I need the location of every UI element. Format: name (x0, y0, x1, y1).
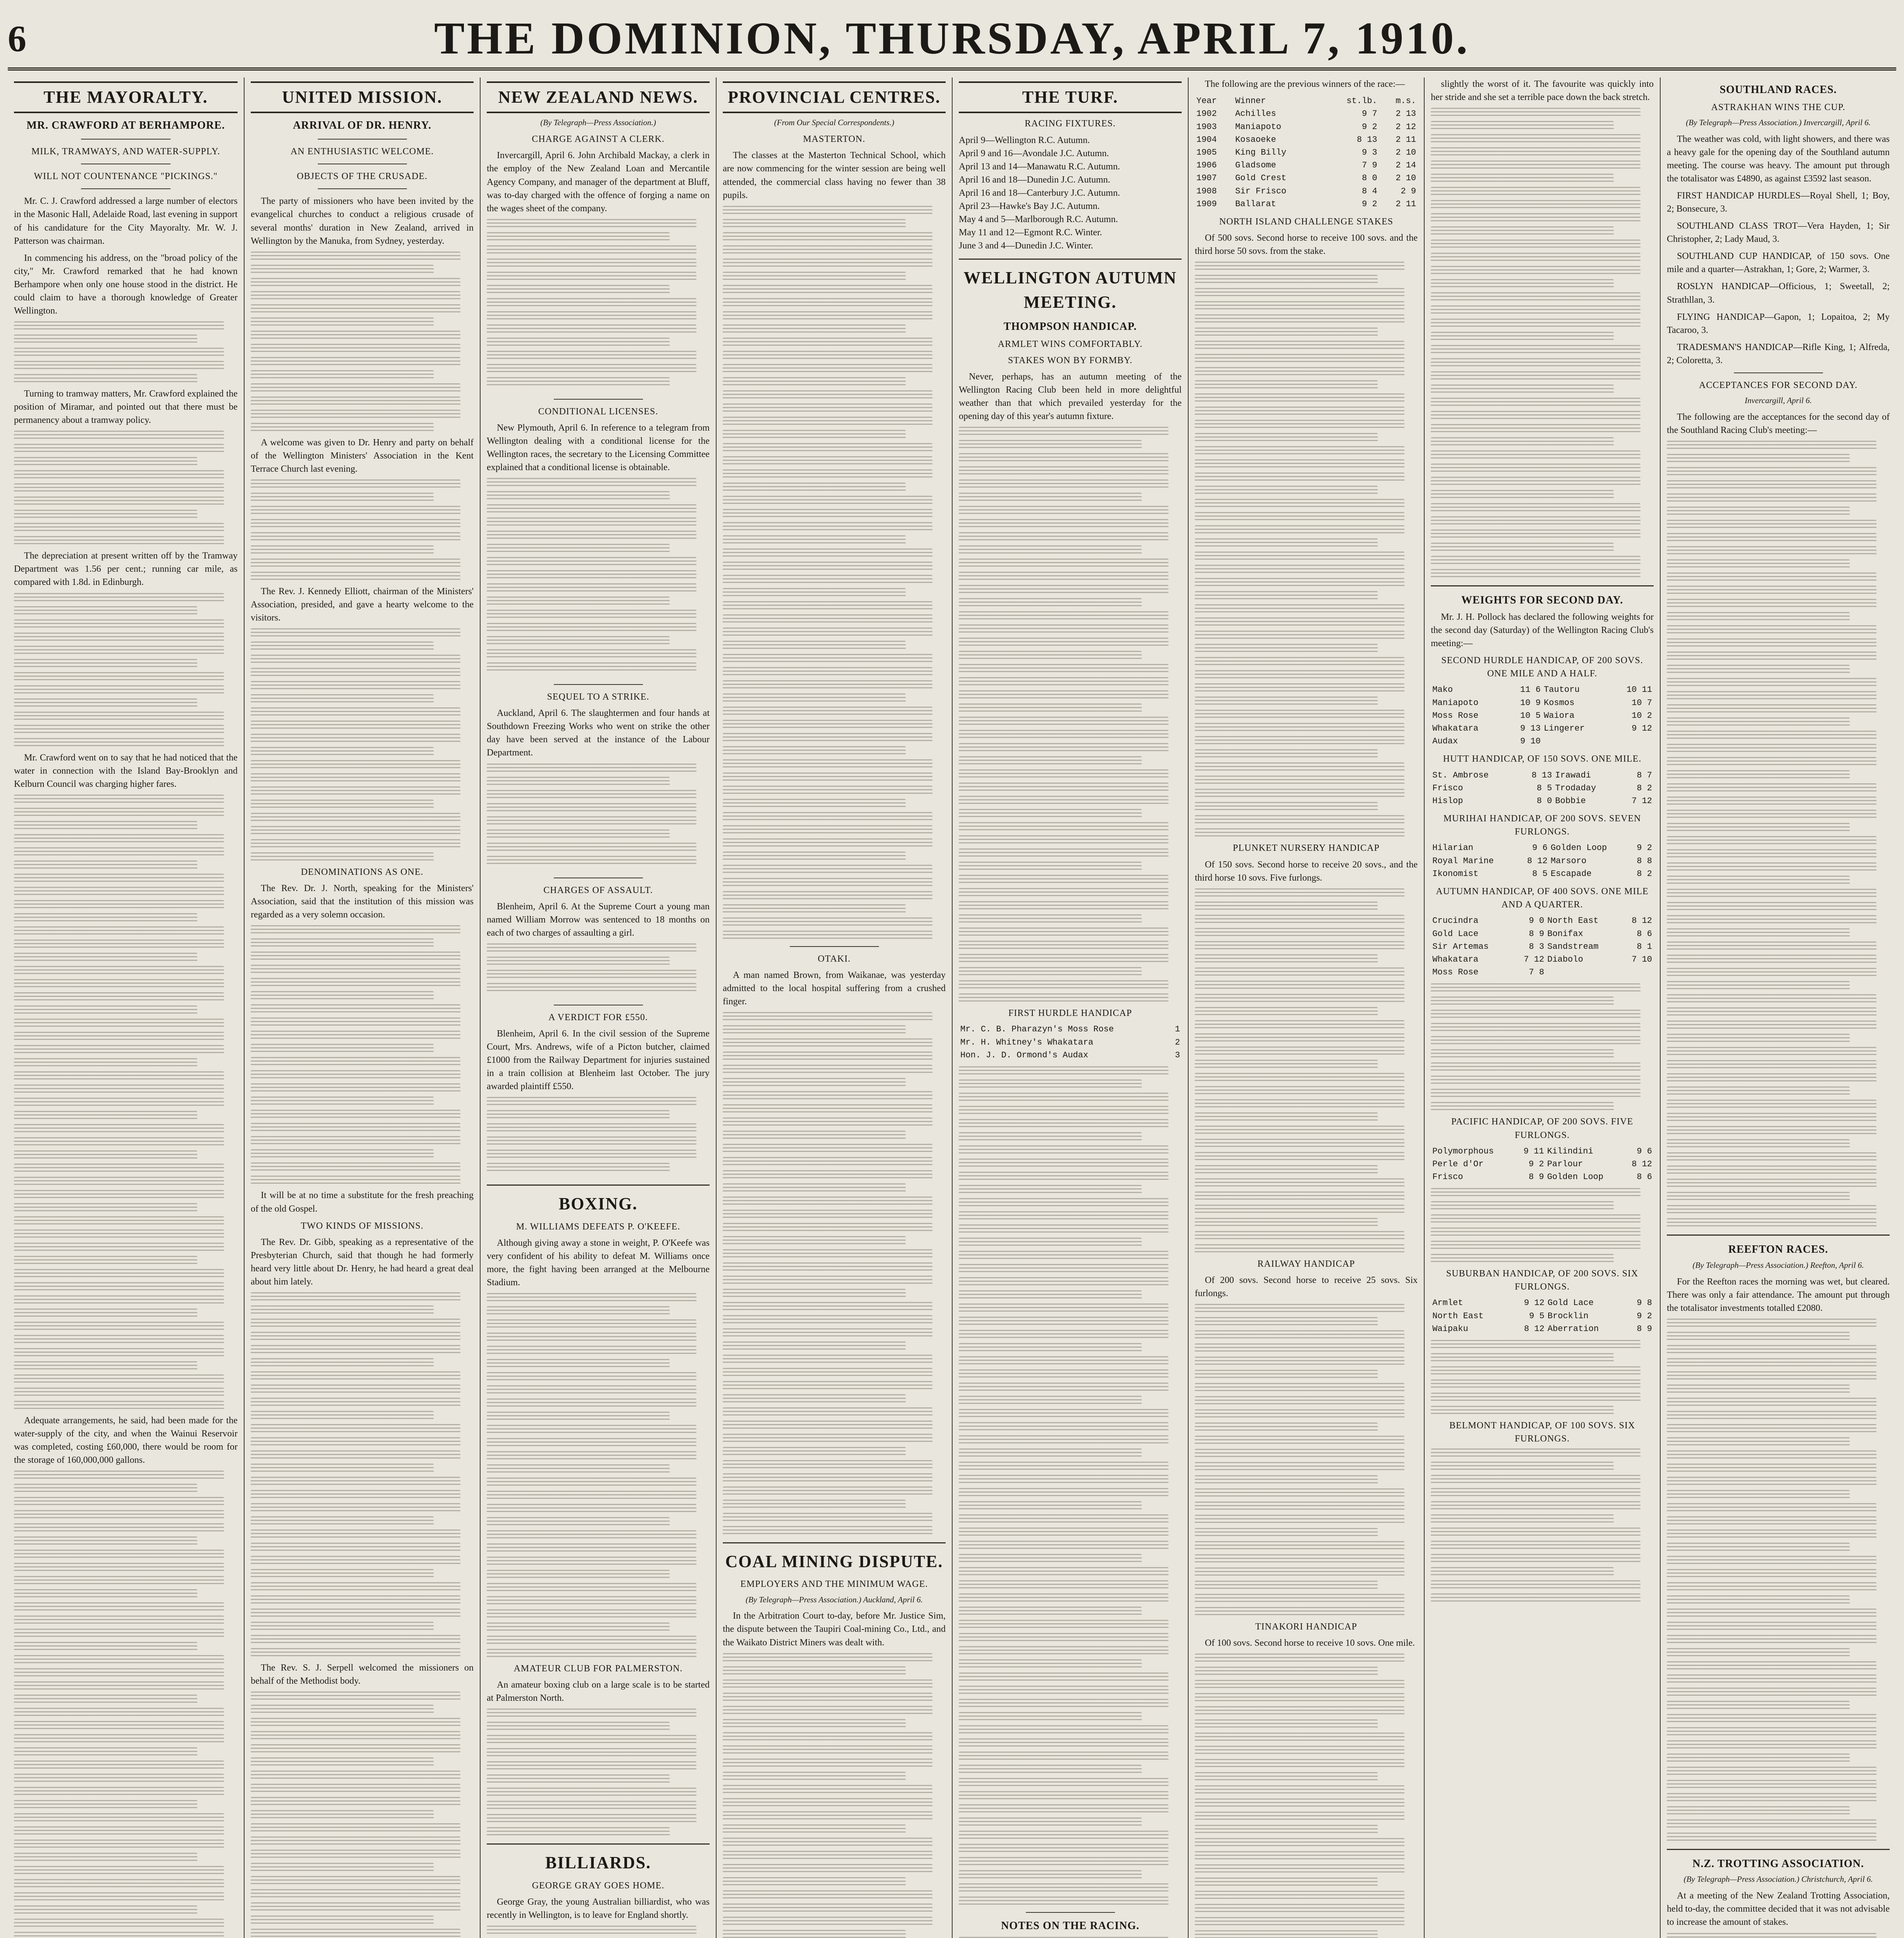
horse-name: Ikonomist (1432, 869, 1478, 879)
table-row (1431, 722, 1654, 735)
news-item (487, 884, 710, 993)
winner-horse: Sir Frisco (1235, 186, 1287, 196)
winner-weight: 9 3 (1362, 148, 1377, 158)
horse-name: Brocklin (1547, 1311, 1589, 1321)
table-header: Winner (1235, 96, 1266, 106)
table-row (1431, 914, 1654, 927)
horse-name: Gold Lace (1432, 929, 1478, 939)
horse-name: Golden Loop (1551, 843, 1607, 853)
fixture-line: April 9—Wellington R.C. Autumn. (959, 135, 1090, 145)
horse-name: Hislop (1432, 796, 1463, 806)
table-row (959, 1036, 1182, 1049)
table-row (1195, 107, 1418, 120)
hutt-weights-table (1431, 769, 1654, 808)
horse-weight: 9 8 (1637, 1298, 1652, 1308)
table-row (1431, 940, 1654, 953)
news-item-text: Auckland, April 6. The slaughtermen and four hands at Southdown Freezing Works who went on strike the other day have been served at the instance of the Labour Department. (487, 708, 710, 758)
winner-time: 2 14 (1396, 160, 1416, 171)
masthead (8, 9, 1896, 71)
horse-name: Moss Rose (1432, 710, 1478, 721)
result-place: 3 (1175, 1050, 1180, 1060)
horse-name: Diabolo (1547, 954, 1584, 964)
winner-time: 2 10 (1396, 173, 1416, 183)
horse-weight: 8 12 (1632, 916, 1652, 926)
racing-notes-text: slightly the worst of it. The favourite was quickly into her stride and she set a terrible pace down the back stretch. (1431, 79, 1654, 103)
amateur-club-text: An amateur boxing club on a large scale is to be started at Palmerston North. (487, 1680, 710, 1704)
horse-weight: 9 0 (1529, 916, 1544, 926)
winner-horse: Gladsome (1235, 160, 1276, 171)
table-row (1431, 697, 1654, 709)
horse-name: Waiora (1544, 710, 1575, 721)
provincial-item-title: MASTERTON. (803, 134, 865, 145)
race-text: Of 500 sovs. Second horse to receive 100 sovs. and the third horse 50 sovs. from the stake. (1195, 233, 1418, 257)
notes-heading: NOTES ON THE RACING. (1001, 1920, 1140, 1932)
news-item-title: CHARGES OF ASSAULT. (543, 885, 653, 895)
table-row (1431, 1145, 1654, 1158)
horse-name: Kilindini (1547, 1146, 1593, 1156)
table-header: Year (1196, 96, 1217, 106)
horse-name: Maniapoto (1432, 698, 1478, 708)
table-row (1195, 121, 1418, 133)
press-byline: (By Telegraph—Press Association.) (540, 118, 656, 128)
handicap-heading: MURIHAI HANDICAP, OF 200 SOVS. SEVEN FURLONGS. (1443, 814, 1641, 837)
mayoralty-heading: THE MAYORALTY. (14, 81, 238, 113)
trotting-byline: (By Telegraph—Press Association.) Christchurch, April 6. (1683, 1874, 1873, 1884)
horse-weight: 8 8 (1637, 856, 1652, 866)
horse-weight: 8 12 (1524, 1324, 1545, 1334)
table-row (1431, 795, 1654, 807)
winners-intro: The following are the previous winners of the race:— (1205, 79, 1405, 89)
reefton-text: For the Reefton races the morning was wet, but cleared. There was only a fair attendance. The amount put through the totalisator investments totalled £2080. (1667, 1276, 1890, 1313)
horse-name: Lingerer (1544, 724, 1585, 733)
column-united-mission (244, 78, 480, 1938)
horse-weight: 9 13 (1520, 724, 1541, 733)
horse-weight: 8 2 (1637, 783, 1652, 793)
table-row (1431, 1310, 1654, 1322)
race-title: TINAKORI HANDICAP (1255, 1621, 1357, 1632)
fixture-line: April 9 and 16—Avondale J.C. Autumn. (959, 148, 1109, 159)
boxing-heading: BOXING. (558, 1194, 638, 1214)
fixture-line: April 16 and 18—Canterbury J.C. Autumn. (959, 188, 1120, 198)
provincial-item-title: OTAKI. (818, 953, 851, 964)
table-row (1431, 855, 1654, 867)
article-paragraph: Mr. C. J. Crawford addressed a large number of electors in the Masonic Hall, Adelaide Road, last evening in support of his candidature for the City Mayoralty. Mr. W. J. Patterson was chairman. (14, 196, 238, 246)
horse-weight: 7 12 (1523, 954, 1544, 964)
article-paragraph: Turning to tramway matters, Mr. Crawford explained the position of Miramar, and pointed out that there must be permanency about a tramway policy. (14, 389, 238, 426)
article-paragraph: The Rev. Dr. Gibb, speaking as a representative of the Presbyterian Church, said that though he had formerly heard very little about Dr. Henry, he had heard a great deal about him lately. (251, 1237, 474, 1287)
winner-weight: 9 2 (1362, 199, 1377, 209)
turf-heading: THE TURF. (959, 81, 1182, 113)
horse-weight: 7 10 (1632, 954, 1652, 964)
mayoralty-subheading-2: MILK, TRAMWAYS, AND WATER-SUPPLY. (31, 147, 221, 157)
horse-name: Waipaku (1432, 1324, 1468, 1334)
column-turf (952, 78, 1188, 1938)
table-row (1431, 953, 1654, 966)
handicap-heading: SUBURBAN HANDICAP, OF 200 SOVS. SIX FURLONGS. (1446, 1269, 1639, 1292)
winner-time: 2 10 (1396, 148, 1416, 158)
handicap-heading: SECOND HURDLE HANDICAP, OF 200 SOVS. ONE MILE AND A HALF. (1441, 655, 1643, 679)
handicap-heading: AUTUMN HANDICAP, OF 400 SOVS. ONE MILE AND A QUARTER. (1436, 886, 1649, 910)
horse-weight: 8 9 (1637, 1324, 1652, 1334)
mining-text: In the Arbitration Court to-day, before Mr. Justice Sim, the dispute between the Taupiri Coal-mining Co., Ltd., and the Waikato District Miners was dealt with. (723, 1611, 946, 1648)
column-weights (1424, 78, 1660, 1938)
horse-name: Moss Rose (1432, 967, 1478, 978)
fixture-line: April 23—Hawke's Bay J.C. Autumn. (959, 201, 1100, 211)
horse-name: Hilarian (1432, 843, 1473, 853)
horse-weight: 9 2 (1637, 1311, 1652, 1321)
horse-name: Tautoru (1544, 685, 1580, 695)
news-item-text: New Plymouth, April 6. In reference to a telegram from Wellington dealing with a conditional license for the Wellington races, the secretary to the Licensing Committee explained that a conditional license is obtainable. (487, 422, 710, 473)
news-item-title: A VERDICT FOR £550. (548, 1012, 648, 1022)
winner-time: 2 9 (1401, 186, 1416, 196)
result-horse: Hon. J. D. Ormond's Audax (960, 1050, 1089, 1060)
winner-year: 1906 (1196, 160, 1217, 171)
horse-weight: 9 12 (1524, 1298, 1545, 1308)
winner-horse: King Billy (1235, 148, 1287, 158)
column-mayoralty (8, 78, 244, 1938)
southland-subheading: ASTRAKHAN WINS THE CUP. (1711, 102, 1845, 112)
southland-result: FIRST HANDICAP HURDLES—Royal Shell, 1; Boy, 2; Bonsecure, 3. (1667, 190, 1890, 214)
horse-weight: 8 9 (1528, 1172, 1544, 1182)
winner-horse: Ballarat (1235, 199, 1276, 209)
winner-weight: 8 13 (1356, 134, 1377, 145)
boxing-subheading: M. WILLIAMS DEFEATS P. O'KEEFE. (516, 1221, 681, 1232)
table-row (1431, 1322, 1654, 1335)
race-text: Of 100 sovs. Second horse to receive 10 sovs. One mile. (1205, 1638, 1415, 1648)
horse-weight: 10 7 (1632, 698, 1652, 708)
news-item-title: CHARGE AGAINST A CLERK. (532, 134, 665, 145)
horse-weight: 8 2 (1637, 869, 1652, 879)
fixture-line: May 4 and 5—Marlborough R.C. Autumn. (959, 214, 1118, 225)
autumn-weights-table (1431, 914, 1654, 979)
news-item (487, 405, 710, 672)
winner-year: 1907 (1196, 173, 1217, 183)
horse-name: Trodaday (1555, 783, 1596, 793)
article-paragraph: The depreciation at present written off by the Tramway Department was 1.56 per cent.; running car mile, as compared with 1.8d. in Edinburgh. (14, 551, 238, 588)
horse-name: Mako (1432, 685, 1453, 695)
table-row (1195, 159, 1418, 172)
winner-year: 1902 (1196, 109, 1217, 119)
winner-horse: Gold Crest (1235, 173, 1287, 183)
news-item (487, 1011, 710, 1173)
horse-weight: 10 9 (1520, 698, 1541, 708)
winner-time: 2 11 (1396, 199, 1416, 209)
amateur-club-heading: AMATEUR CLUB FOR PALMERSTON. (513, 1664, 683, 1674)
article-paragraph: The Rev. Dr. J. North, speaking for the Ministers' Association, said that the institution of this mission was regarded as a very solemn occasion. (251, 883, 474, 920)
horse-name: Polymorphous (1432, 1146, 1494, 1156)
article-paragraph: In commencing his address, on the "broad policy of the city," Mr. Crawford remarked that he had known Berhampore when only one house stood in the district. He could claim to have a thorough knowledge of Greater Wellington. (14, 253, 238, 316)
table-header-row (1195, 95, 1418, 107)
article-paragraph: The party of missioners who have been invited by the evangelical churches to conduct a religious crusade of several months' duration in New Zealand, arrived in Wellington by the Manuka, from Sydney, yesterday. (251, 196, 474, 246)
table-row (1431, 769, 1654, 782)
southland-result: TRADESMAN'S HANDICAP—Rifle King, 1; Alfreda, 2; Coloretta, 3. (1667, 342, 1890, 366)
result-horse: Mr. C. B. Pharazyn's Moss Rose (960, 1024, 1114, 1035)
article-paragraph: It will be at no time a substitute for the fresh preaching of the old Gospel. (251, 1190, 474, 1214)
horse-weight: 9 6 (1637, 1146, 1652, 1156)
acceptances-heading: ACCEPTANCES FOR SECOND DAY. (1699, 380, 1858, 390)
trotting-text: At a meeting of the New Zealand Trotting Association, held to-day, the committee decided that it was not advisable to increase the amount of stakes. (1667, 1891, 1890, 1928)
horse-weight: 9 12 (1632, 724, 1652, 733)
meeting-heading: WELLINGTON AUTUMN MEETING. (963, 268, 1177, 312)
horse-weight: 10 2 (1632, 710, 1652, 721)
horse-weight: 8 0 (1537, 796, 1552, 806)
horse-weight: 9 5 (1529, 1311, 1545, 1321)
billiards-text: George Gray, the young Australian billiardist, who was recently in Wellington, is to leave for England shortly. (487, 1897, 710, 1921)
news-item-title: SEQUEL TO A STRIKE. (547, 692, 650, 702)
table-row (959, 1023, 1182, 1036)
mayoralty-subheading-3: WILL NOT COUNTENANCE "PICKINGS." (34, 171, 218, 182)
winner-weight: 9 2 (1362, 122, 1377, 132)
table-header: st.lb. (1346, 96, 1377, 106)
column-southland (1660, 78, 1896, 1938)
meeting-text: Never, perhaps, has an autumn meeting of the Wellington Racing Club been held in more delightful weather than that which prevailed yesterday for the opening day of this year's autumn fixture. (959, 372, 1182, 422)
result-place: 2 (1175, 1037, 1180, 1047)
horse-name: Kosmos (1544, 698, 1575, 708)
article-paragraph: The Rev. J. Kennedy Elliott, chairman of the Ministers' Association, presided, and gave a hearty welcome to the visitors. (251, 586, 474, 623)
provincial-item-text: A man named Brown, from Waikanae, was yesterday admitted to the local hospital suffering from a crushed finger. (723, 970, 946, 1007)
mining-subheading: EMPLOYERS AND THE MINIMUM WAGE. (740, 1579, 928, 1590)
page-number: 6 (8, 17, 26, 59)
fixture-line: April 13 and 14—Manawatu R.C. Autumn. (959, 161, 1120, 172)
horse-weight: 8 5 (1537, 783, 1552, 793)
horse-name: Crucindra (1432, 916, 1478, 926)
table-row (1195, 133, 1418, 146)
handicap-heading: HUTT HANDICAP, OF 150 SOVS. ONE MILE. (1443, 754, 1642, 764)
table-row (1195, 172, 1418, 184)
fixture-line: April 16 and 18—Dunedin J.C. Autumn. (959, 174, 1110, 185)
fixture-line: June 3 and 4—Dunedin J.C. Winter. (959, 241, 1093, 251)
race-title: PLUNKET NURSERY HANDICAP (1233, 843, 1380, 853)
horse-weight: 8 9 (1529, 929, 1544, 939)
winner-year: 1908 (1196, 186, 1217, 196)
fixtures-heading: RACING FIXTURES. (1025, 119, 1116, 129)
suburban-weights-table (1431, 1297, 1654, 1335)
meeting-subheading-3: STAKES WON BY FORMBY. (1008, 355, 1133, 366)
horse-name: Whakatara (1432, 954, 1478, 964)
result-horse: Mr. H. Whitney's Whakatara (960, 1037, 1094, 1047)
horse-weight: 8 3 (1529, 941, 1544, 952)
horse-weight: 9 2 (1528, 1159, 1544, 1169)
horse-weight: 10 5 (1520, 710, 1541, 721)
meeting-subheading: THOMPSON HANDICAP. (1003, 321, 1137, 333)
trotting-heading: N.Z. TROTTING ASSOCIATION. (1692, 1857, 1864, 1870)
table-row (1431, 735, 1654, 748)
horse-name: Irawadi (1555, 770, 1591, 780)
horse-name: Aberration (1547, 1324, 1599, 1334)
boxing-text: Although giving away a stone in weight, P. O'Keefe was very confident of his ability to defeat M. Williams once more, the fight having been arranged at the Melbourne Stadium. (487, 1238, 710, 1288)
news-item (487, 690, 710, 866)
horse-name: Bonifax (1547, 929, 1584, 939)
horse-name: Golden Loop (1547, 1172, 1604, 1182)
horse-name: Sandstream (1547, 941, 1599, 952)
acceptances-text: The following are the acceptances for the second day of the Southland Racing Club's meeting:— (1667, 412, 1890, 435)
winner-time: 2 12 (1396, 122, 1416, 132)
mission-section-heading: DENOMINATIONS AS ONE. (301, 867, 424, 878)
table-row (1431, 1171, 1654, 1183)
article-paragraph: Adequate arrangements, he said, had been made for the water-supply of the city, and when the Wainui Reservoir was completed, costing £60,000, there would be room for the storage of 160,000,000 gallons. (14, 1415, 238, 1466)
table-row (1195, 185, 1418, 198)
southland-result: SOUTHLAND CLASS TROT—Vera Hayden, 1; Sir Christopher, 2; Lady Maud, 3. (1667, 221, 1890, 245)
winner-weight: 8 4 (1362, 186, 1377, 196)
pacific-weights-table (1431, 1145, 1654, 1184)
results-heading: FIRST HURDLE HANDICAP (1008, 1008, 1132, 1019)
horse-weight: 9 10 (1520, 736, 1541, 747)
table-row (1431, 966, 1654, 979)
horse-name: Marsoro (1551, 856, 1587, 866)
southland-heading: SOUTHLAND RACES. (1720, 84, 1837, 96)
reefton-heading: REEFTON RACES. (1728, 1243, 1828, 1255)
horse-weight: 8 12 (1632, 1159, 1652, 1169)
horse-name: Sir Artemas (1432, 941, 1489, 952)
horse-name: Armlet (1432, 1298, 1463, 1308)
horse-name: North East (1547, 916, 1599, 926)
horse-weight: 9 6 (1532, 843, 1548, 853)
table-row (1431, 928, 1654, 940)
horse-weight: 7 8 (1529, 967, 1544, 978)
table-row (1195, 146, 1418, 159)
horse-weight: 8 7 (1637, 770, 1652, 780)
horse-weight: 9 11 (1523, 1146, 1544, 1156)
billiards-subheading: GEORGE GRAY GOES HOME. (532, 1880, 665, 1891)
news-item-text: Invercargill, April 6. John Archibald Mackay, a clerk in the employ of the New Zealand Loan and Mercantile Agency Company, and manager of the department at Bluff, was to-day charged with the offence of forging a name on the wages sheet of the company. (487, 150, 710, 214)
billiards-heading: BILLIARDS. (545, 1853, 651, 1872)
winner-year: 1909 (1196, 199, 1217, 209)
winner-year: 1904 (1196, 134, 1217, 145)
horse-name: Bobbie (1555, 796, 1586, 806)
table-header: m.s. (1396, 96, 1416, 106)
meeting-subheading-2: ARMLET WINS COMFORTABLY. (998, 339, 1143, 349)
winner-year: 1903 (1196, 122, 1217, 132)
horse-weight: 8 1 (1637, 941, 1652, 952)
southland-result: ROSLYN HANDICAP—Officious, 1; Sweetall, 2; Strathllan, 3. (1667, 281, 1890, 305)
provincial-item-text: The classes at the Masterton Technical School, which are now commencing for the winter session are being well attended, the commercial class having no fewer than 38 pupils. (723, 150, 946, 200)
table-row (1431, 867, 1654, 880)
winner-weight: 7 9 (1362, 160, 1377, 171)
provincial-heading: PROVINCIAL CENTRES. (723, 81, 946, 113)
mission-heading: UNITED MISSION. (251, 81, 474, 113)
mission-subheading-3: OBJECTS OF THE CRUSADE. (296, 171, 428, 182)
winner-weight: 8 0 (1362, 173, 1377, 183)
news-item-text: Blenheim, April 6. In the civil session of the Supreme Court, Mrs. Andrews, wife of a Picton butcher, claimed £1000 from the Railway Department for injuries sustained in a train collision at Blenheim last October. The jury awarded plaintiff £550. (487, 1028, 710, 1092)
race-text: Of 150 sovs. Second horse to receive 20 sovs., and the third horse 10 sovs. Five furlongs. (1195, 859, 1418, 883)
winner-year: 1905 (1196, 148, 1217, 158)
horse-weight: 10 11 (1626, 685, 1652, 695)
horse-name: North East (1432, 1311, 1484, 1321)
horse-name: Parlour (1547, 1159, 1583, 1169)
table-row (959, 1049, 1182, 1062)
winner-time: 2 11 (1396, 134, 1416, 145)
winner-weight: 9 7 (1362, 109, 1377, 119)
race-title: NORTH ISLAND CHALLENGE STAKES (1219, 217, 1393, 227)
horse-weight: 8 12 (1527, 856, 1548, 866)
mission-subheading: ARRIVAL OF DR. HENRY. (293, 119, 432, 132)
weights-intro: Mr. J. H. Pollock has declared the following weights for the second day (Saturday) of the Wellington Racing Club's meeting:— (1431, 612, 1654, 649)
winner-time: 2 13 (1396, 109, 1416, 119)
article-paragraph: Mr. Crawford went on to say that he had noticed that the water in connection with the Island Bay-Brooklyn and Kelburn Council was charging higher fares. (14, 752, 238, 789)
horse-weight: 8 13 (1531, 770, 1552, 780)
horse-weight: 8 6 (1637, 929, 1652, 939)
winner-horse: Achilles (1235, 109, 1276, 119)
table-row (1195, 198, 1418, 210)
mayoralty-subheading: MR. CRAWFORD AT BERHAMPORE. (26, 119, 225, 132)
southland-result: FLYING HANDICAP—Gapon, 1; Lopaitoa, 2; My Tacaroo, 3. (1667, 312, 1890, 335)
columns (8, 78, 1896, 1938)
column-nz-news (480, 78, 716, 1938)
acceptances-byline: Invercargill, April 6. (1744, 395, 1812, 405)
table-row (1431, 1297, 1654, 1309)
horse-name: St. Ambrose (1432, 770, 1489, 780)
column-provincial (716, 78, 952, 1938)
horse-weight: 11 6 (1520, 685, 1541, 695)
horse-name: Royal Marine (1432, 856, 1494, 866)
race-text: Of 200 sovs. Second horse to receive 25 sovs. Six furlongs. (1195, 1275, 1418, 1298)
horse-name: Frisco (1432, 783, 1463, 793)
horse-weight: 9 2 (1637, 843, 1652, 853)
race-title: RAILWAY HANDICAP (1257, 1259, 1355, 1269)
news-item-text: Blenheim, April 6. At the Supreme Court a young man named William Morrow was sentenced to 18 months on each of two charges of assaulting a girl. (487, 901, 710, 938)
table-row (1431, 1158, 1654, 1171)
handicap-heading: BELMONT HANDICAP, OF 100 SOVS. SIX FURLONGS. (1449, 1421, 1635, 1444)
fixture-line: May 11 and 12—Egmont R.C. Winter. (959, 228, 1102, 238)
handicap-heading: PACIFIC HANDICAP, OF 200 SOVS. FIVE FURLONGS. (1451, 1117, 1633, 1140)
horse-name: Audax (1432, 736, 1458, 747)
result-place: 1 (1175, 1024, 1180, 1035)
table-row (1431, 683, 1654, 696)
news-item (487, 133, 710, 387)
horse-name: Escapade (1551, 869, 1592, 879)
article-paragraph: The Rev. S. J. Serpell welcomed the missioners on behalf of the Methodist body. (251, 1663, 474, 1686)
column-turf-continued (1188, 78, 1424, 1938)
table-row (1431, 841, 1654, 854)
hurdle-weights-table (1431, 683, 1654, 748)
horse-name: Perle d'Or (1432, 1159, 1484, 1169)
mission-subheading-2: AN ENTHUSIASTIC WELCOME. (290, 147, 434, 157)
mining-byline: (By Telegraph—Press Association.) Auckland, April 6. (746, 1595, 923, 1604)
weights-heading: WEIGHTS FOR SECOND DAY. (1461, 594, 1623, 607)
horse-name: Frisco (1432, 1172, 1463, 1182)
horse-weight: 7 12 (1632, 796, 1652, 806)
table-row (1431, 709, 1654, 722)
mining-heading: COAL MINING DISPUTE. (725, 1552, 943, 1571)
horse-weight: 8 5 (1532, 869, 1548, 879)
newspaper-title: THE DOMINION, THURSDAY, APRIL 7, 1910. (434, 13, 1470, 64)
article-paragraph: A welcome was given to Dr. Henry and party on behalf of the Wellington Ministers' Association in the Kent Terrace Church last evening. (251, 437, 474, 474)
results-table (959, 1023, 1182, 1062)
provincial-byline: (From Our Special Correspondents.) (774, 118, 894, 128)
reefton-byline: (By Telegraph—Press Association.) Reefton, April 6. (1692, 1260, 1864, 1270)
winner-horse: Maniapoto (1235, 122, 1282, 132)
southland-text: The weather was cold, with light showers, and there was a heavy gale for the opening day of the Southland autumn meeting. The course was heavy. The amount put through the totalisator was £4890, as against £3592 last season. (1667, 134, 1890, 184)
mission-section-heading: TWO KINDS OF MISSIONS. (301, 1221, 424, 1231)
winner-horse: Kosaoeke (1235, 134, 1276, 145)
previous-winners-table (1195, 95, 1418, 210)
nz-news-heading: NEW ZEALAND NEWS. (487, 81, 710, 113)
murihai-weights-table (1431, 841, 1654, 880)
horse-weight: 8 6 (1637, 1172, 1652, 1182)
news-item-title: CONDITIONAL LICENSES. (538, 406, 658, 417)
horse-name: Gold Lace (1547, 1298, 1594, 1308)
horse-name: Whakatara (1432, 724, 1478, 733)
table-row (1431, 782, 1654, 795)
southland-result: SOUTHLAND CUP HANDICAP, of 150 sovs. One mile and a quarter—Astrakhan, 1; Gore, 2; Warmer, 3. (1667, 251, 1890, 275)
southland-byline: (By Telegraph—Press Association.) Invercargill, April 6. (1686, 117, 1871, 127)
